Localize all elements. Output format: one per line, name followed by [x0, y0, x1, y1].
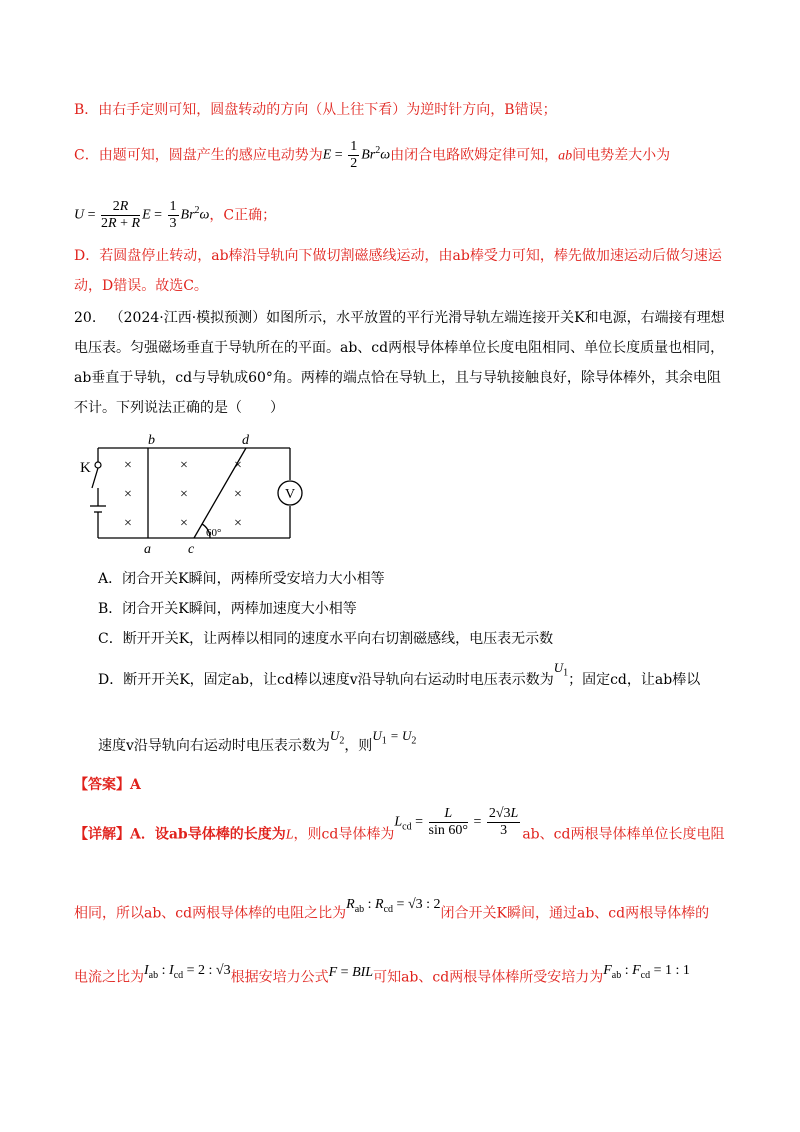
option-c: C．断开开关K，让两棒以相同的速度水平向右切割磁感线，电压表无示数	[98, 631, 554, 647]
cd-length-formula: $L_{cd}$ = $\frac{L}{\sin 60^\circ}$ = $\frac{2√3L}{3}$	[394, 806, 519, 838]
detail-line2-prefix: 相同，所以ab、cd两根导体棒的电阻之比为	[74, 905, 347, 922]
angle-label: 60°	[206, 527, 222, 539]
voltage-formula: U = $\frac{2R}{2R + R}$ E = $\frac{1}{3}$ Br$^2$ω	[74, 199, 210, 231]
question-text-1: 如图所示，水平放置的平行光滑导轨左端连接开关K和电源，右端接有理想	[266, 310, 725, 326]
analysis-option-c-line1	[74, 139, 670, 172]
u1-equals-u2: $U_1 = U_2$	[372, 728, 417, 747]
field-mark: ×	[180, 487, 188, 502]
detail-line1-prefix: 【详解】A．设ab导体棒的长度为	[74, 826, 286, 843]
analysis-c-ab: ab	[558, 148, 573, 164]
field-mark: ×	[124, 458, 132, 473]
question-line1	[74, 308, 725, 328]
ampere-force-formula: F = BIL	[328, 965, 374, 981]
field-mark: ×	[234, 487, 242, 502]
analysis-c-end: ，C正确；	[209, 207, 277, 224]
detail-line3	[74, 965, 690, 990]
switch-contact	[95, 462, 101, 468]
option-a: A．闭合开关K瞬间，两棒所受安培力大小相等	[98, 571, 385, 587]
analysis-option-c-line2	[74, 199, 276, 232]
label-b: b	[148, 433, 155, 448]
question-number: 20.	[74, 310, 97, 326]
analysis-option-d-line2: 动，D错误。故选C。	[74, 278, 208, 294]
field-mark: ×	[124, 487, 132, 502]
detail-line1-suffix: ab、cd两根导体棒单位长度电阻	[522, 826, 725, 843]
label-c: c	[188, 542, 195, 556]
u1-symbol: $U_1$	[553, 660, 569, 679]
option-b: B．闭合开关K瞬间，两棒加速度大小相等	[98, 601, 357, 617]
option-d-prefix: D．断开开关K，固定ab，让cd棒以速度v沿导轨向右运动时电压表示数为	[98, 672, 554, 688]
analysis-c-prefix: C．由题可知，圆盘产生的感应电动势为	[74, 147, 323, 164]
option-d-line2	[98, 728, 417, 762]
analysis-c-middle: 由闭合电路欧姆定律可知，	[390, 147, 559, 164]
label-a: a	[144, 542, 151, 556]
detail-line1-mid: ，则cd导体棒为	[293, 826, 395, 843]
detail-line1	[74, 806, 725, 851]
switch-blade	[92, 468, 98, 488]
switch-label: K	[80, 460, 91, 476]
u2-symbol: $U_2$	[329, 728, 345, 747]
force-ratio: $F_{ab}$ : $F_{cd} = 1$ : 1	[603, 963, 690, 981]
detail-line3-mid: 根据安培力公式	[230, 969, 329, 986]
emf-formula: E = $\frac{1}{2}$ Br$^2$ω	[322, 139, 391, 171]
question-line3: ab垂直于导轨，cd与导轨成60°角。两棒的端点恰在导轨上，且与导轨接触良好，除导体棒外，其余电阻	[74, 370, 721, 386]
detail-line3-mid2: 可知ab、cd两根导体棒所受安培力为	[373, 969, 604, 986]
option-d-line1	[98, 660, 701, 696]
option-d-suffix: ；固定cd，让ab棒以	[568, 672, 701, 688]
circuit-diagram	[76, 432, 306, 556]
question-source: （2024·江西·模拟预测）	[109, 310, 267, 326]
analysis-c-suffix: 间电势差大小为	[572, 147, 671, 164]
analysis-option-b: B．由右手定则可知，圆盘转动的方向（从上往下看）为逆时针方向，B错误；	[74, 102, 557, 118]
length-symbol: L	[285, 827, 294, 843]
resistance-ratio: $R_{ab}$ : $R_{cd} = √3$ : 2	[346, 897, 441, 915]
question-line4: 不计。下列说法正确的是（ ）	[74, 400, 284, 416]
label-d: d	[242, 433, 249, 448]
detail-line3-prefix: 电流之比为	[74, 969, 144, 986]
field-mark: ×	[124, 516, 132, 531]
detail-line2-suffix: 闭合开关K瞬间，通过ab、cd两根导体棒的	[440, 905, 710, 922]
answer-label: 【答案】A	[74, 777, 141, 793]
option-d-line2-mid: ，则	[344, 738, 373, 754]
option-d-line2-prefix: 速度v沿导轨向右运动时电压表示数为	[98, 738, 330, 754]
analysis-option-d-line1: D．若圆盘停止转动，ab棒沿导轨向下做切割磁感线运动，由ab棒受力可知，棒先做加速运动后做匀速运	[74, 248, 722, 264]
field-mark: ×	[180, 458, 188, 473]
field-mark: ×	[180, 516, 188, 531]
voltmeter-label: V	[284, 487, 296, 502]
detail-line2	[74, 897, 710, 926]
question-line2: 电压表。匀强磁场垂直于导轨所在的平面。ab、cd两根导体棒单位长度电阻相同、单位长度质量也相同，	[74, 340, 725, 356]
field-mark: ×	[234, 516, 242, 531]
current-ratio: $I_{ab}$ : $I_{cd} = 2$ : √3	[144, 963, 231, 981]
field-mark: ×	[234, 458, 242, 473]
